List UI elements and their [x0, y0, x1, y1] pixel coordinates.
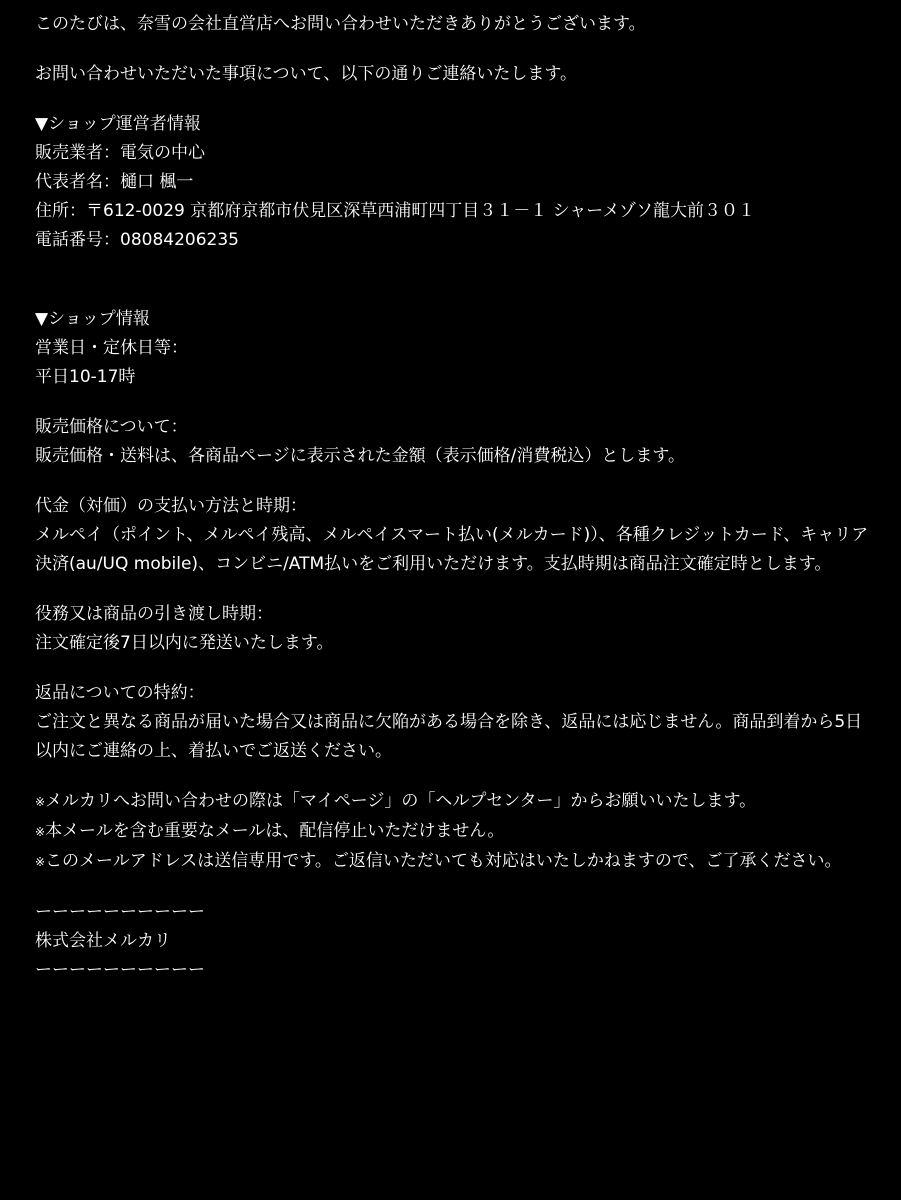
price-label: 販売価格について： [35, 417, 188, 437]
greeting-block [35, 10, 875, 39]
intro-block [35, 60, 875, 89]
shop-hours-value: 平日10-17時 [35, 367, 136, 387]
returns-value: ご注文と異なる商品が届いた場合又は商品に欠陥がある場合を除き、返品には応じません。商品到着から5日以内にご連絡の上、着払いでご返送ください。 [35, 712, 863, 761]
returns-label: 返品についての特約： [35, 683, 205, 703]
price-section [35, 413, 875, 471]
note-mark: ※ [35, 825, 46, 839]
note-noreply [35, 847, 875, 877]
returns-section [35, 679, 875, 766]
shop-info-heading: ▼ショップ情報 [35, 309, 150, 329]
seller-business-name: 販売業者：電気の中心 [35, 143, 205, 163]
seller-representative: 代表者名：樋口 楓一 [35, 172, 194, 192]
note-mark: ※ [35, 795, 46, 809]
delivery-label: 役務又は商品の引き渡し時期： [35, 604, 273, 624]
price-value: 販売価格・送料は、各商品ページに表示された金額（表示価格/消費税込）とします。 [35, 446, 686, 466]
note-noreply-text: このメールアドレスは送信専用です。ご返信いただいても対応はいたしかねますので、ご了承ください。 [45, 851, 842, 871]
intro-text: お問い合わせいただいた事項について、以下の通りご連絡いたします。 [35, 64, 577, 84]
shop-hours-label: 営業日・定休日等： [35, 338, 188, 358]
seller-address: 住所：〒612-0029 京都府京都市伏見区深草西浦町四丁目３１－１ シャーメゾソ龍大前３０１ [35, 201, 755, 221]
note-mark: ※ [35, 855, 46, 869]
signature-section [35, 898, 875, 985]
signature-rule-top: ーーーーーーーーーー [35, 902, 205, 922]
seller-info-section [35, 110, 875, 255]
seller-phone: 電話番号：08084206235 [35, 230, 239, 250]
email-body [35, 10, 875, 1006]
note-help-center [35, 787, 875, 817]
notes-section [35, 787, 875, 877]
shop-info-section [35, 305, 875, 392]
delivery-section [35, 600, 875, 658]
payment-label: 代金（対価）の支払い方法と時期： [35, 496, 307, 516]
signature-company: 株式会社メルカリ [35, 931, 171, 951]
note-unsubscribe [35, 817, 875, 847]
note-unsubscribe-text: 本メールを含む重要なメールは、配信停止いただけません。 [45, 821, 505, 841]
payment-section [35, 492, 875, 579]
payment-value: メルペイ（ポイント、メルペイ残高、メルペイスマート払い(メルカード)）、各種クレジットカード、キャリア決済(au/UQ mobile)、コンビニ/ATM払いをご利用いただけます。支払時期は商品注文確定時とします。 [35, 525, 869, 574]
note-help-center-text: メルカリへお問い合わせの際は「マイページ」の「ヘルプセンター」からお願いいたします。 [45, 791, 757, 811]
seller-info-heading: ▼ショップ運営者情報 [35, 114, 201, 134]
greeting-text: このたびは、奈雪の会社直営店へお問い合わせいただきありがとうございます。 [35, 14, 646, 34]
signature-rule-bottom: ーーーーーーーーーー [35, 960, 205, 980]
delivery-value: 注文確定後7日以内に発送いたします。 [35, 633, 334, 653]
